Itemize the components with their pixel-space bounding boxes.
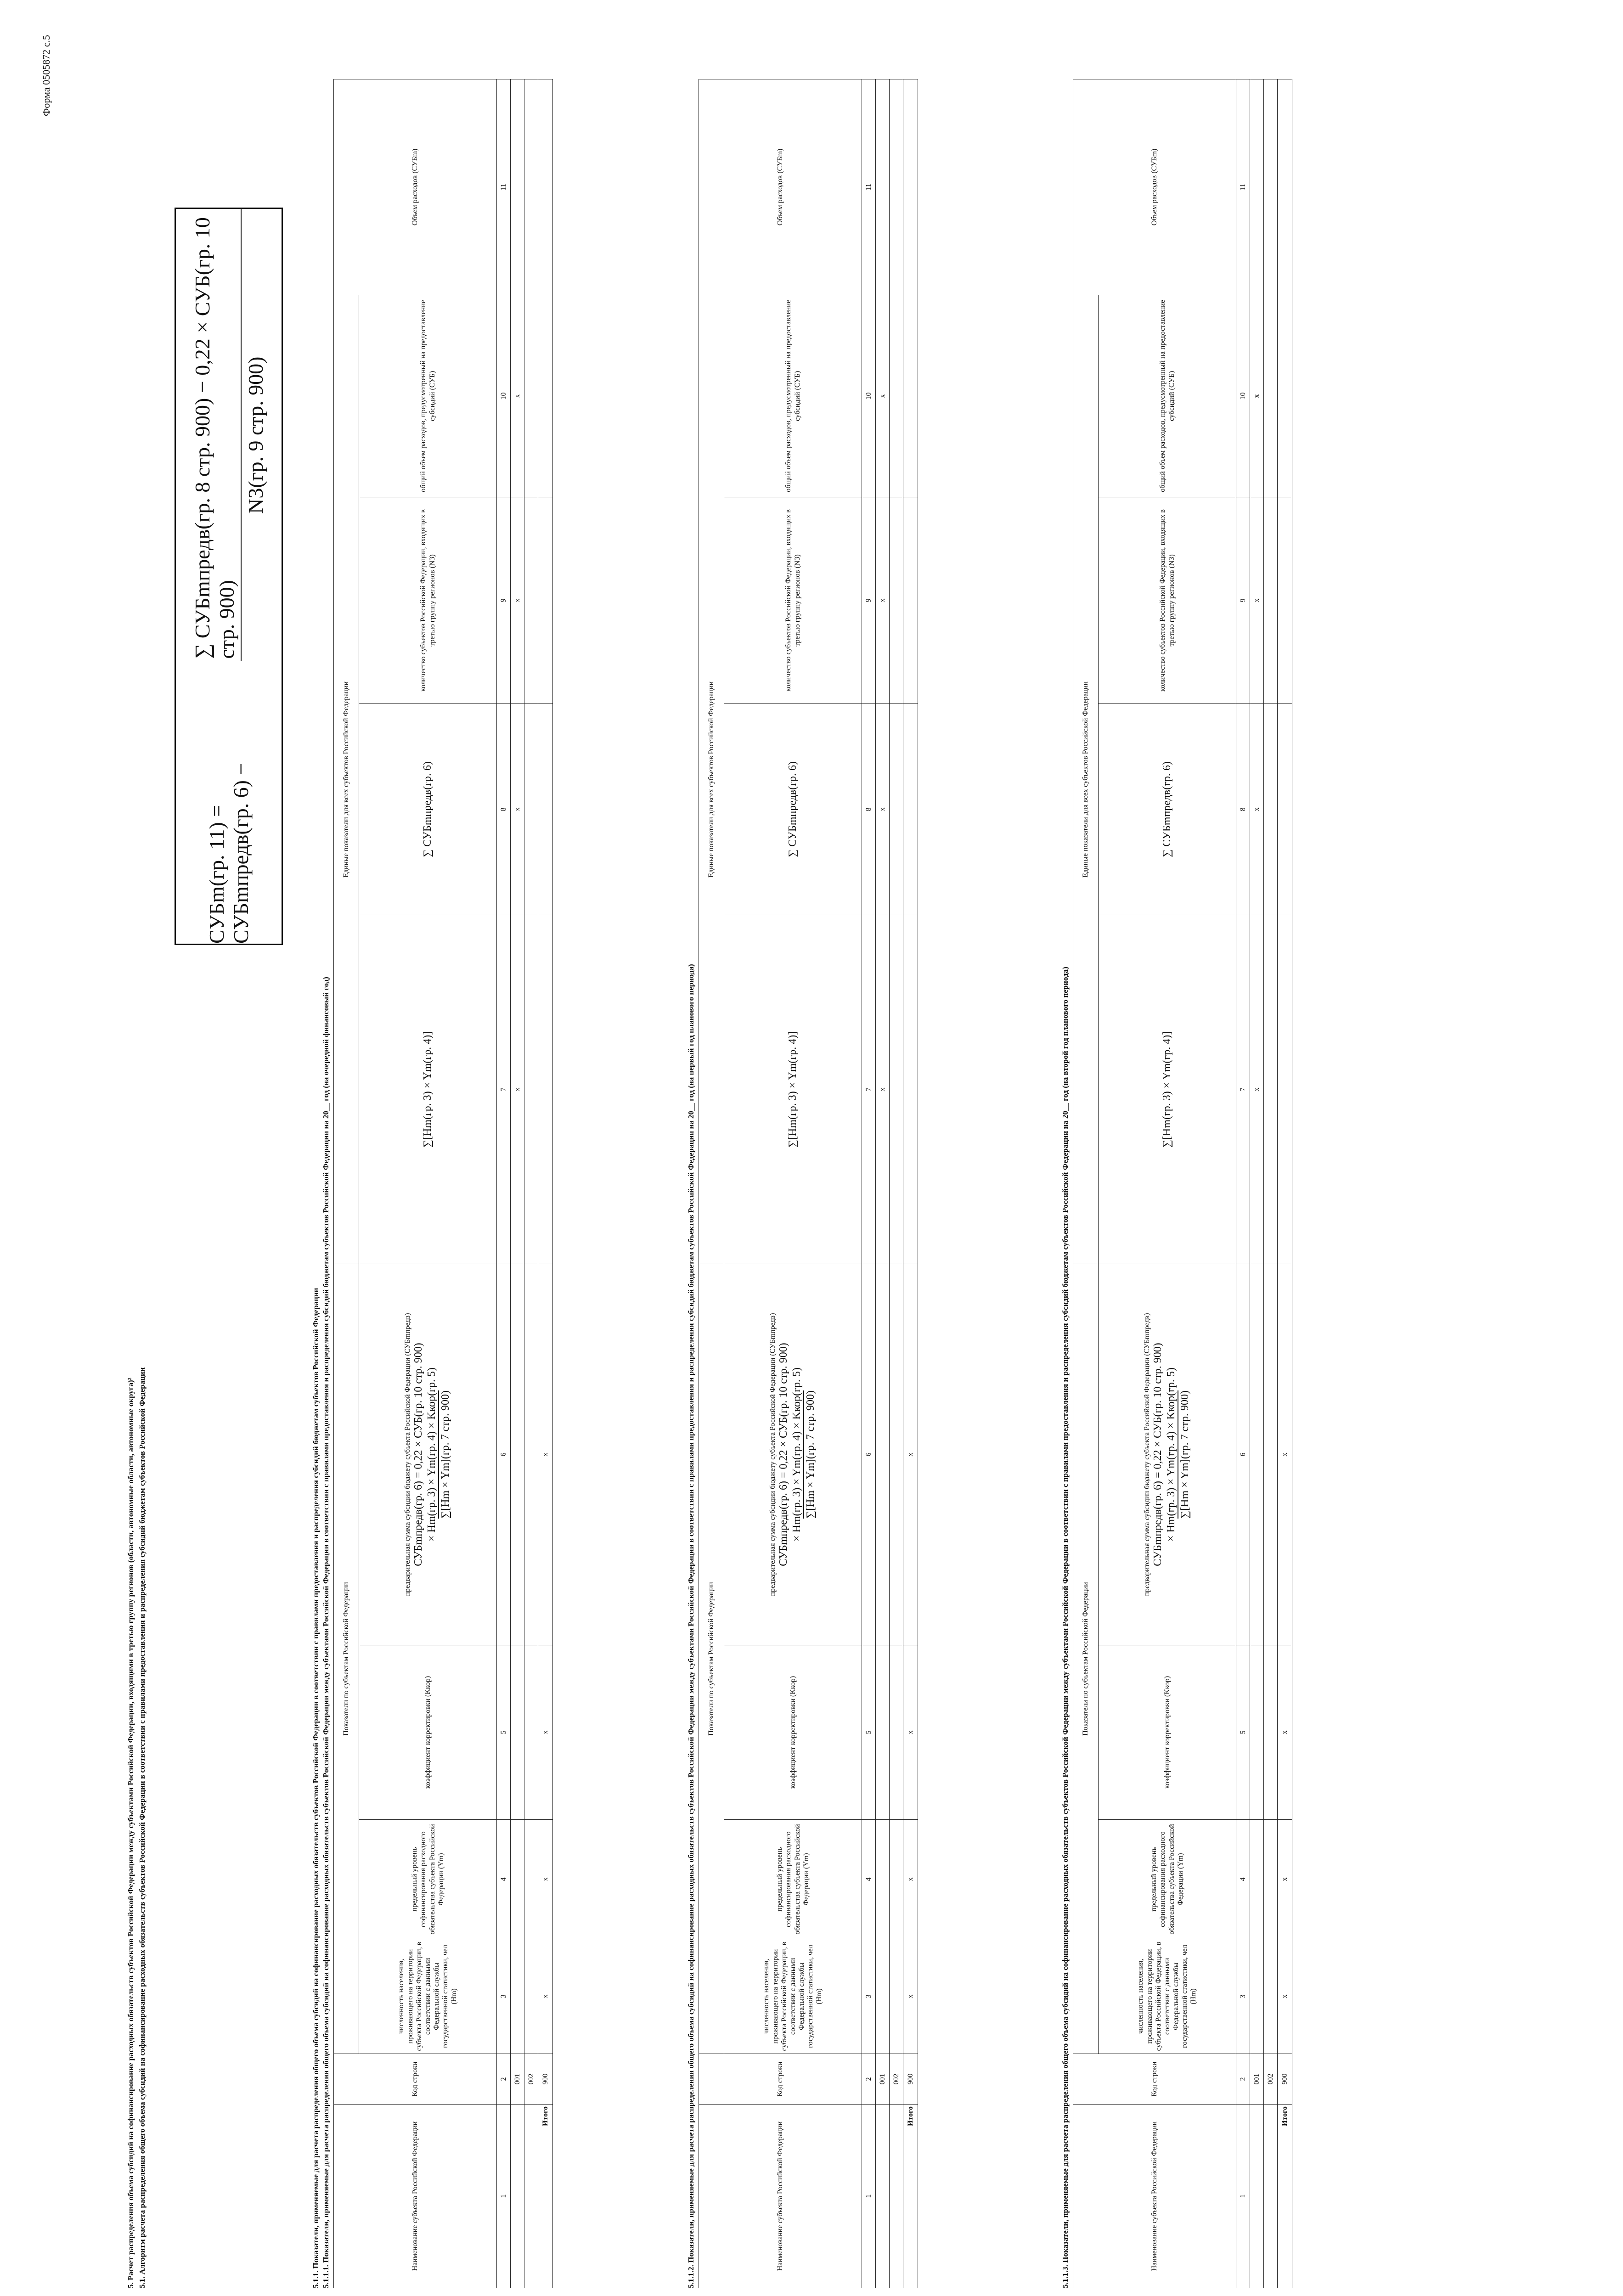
heading-section-5-1: 5.1. Алгоритм расчета распределения общего объема субсидий на софинансирование расходных обязательств субъектов Российской Федерации в соответствии с правилами предоставления и распределения субсидий бюджетам субъектов Российской Федерации [138, 1367, 147, 2288]
distribution-formula [175, 208, 283, 945]
total-label: Итого [1278, 2105, 1292, 2288]
total-volume [903, 79, 918, 295]
total-sub-predv: x [903, 1264, 918, 1645]
num-1: 1 [497, 2105, 511, 2288]
num-2: 2 [862, 2054, 876, 2105]
table-row [890, 79, 903, 2288]
formula-numerator: ∑ СУБmпредв(гр. 8 стр. 900) − 0,22 × СУБ(гр. 10 стр. 900) [190, 209, 242, 662]
num-3: 3 [862, 1939, 876, 2054]
cell-volume [1264, 79, 1278, 295]
total-n3 [903, 497, 918, 703]
total-sum-sub [1278, 703, 1292, 915]
cell-kkor [1250, 1645, 1264, 1820]
table-row [1250, 79, 1264, 2288]
cell-n3 [1264, 497, 1278, 703]
total-sub-predv: x [538, 1264, 553, 1645]
table-row [1264, 79, 1278, 2288]
total-code: 900 [538, 2054, 553, 2105]
section-5-1-1-3 [1061, 79, 1292, 2288]
cell-volume [1250, 79, 1264, 295]
col-8-header: ∑ СУБmпредв(гр. 6) [359, 703, 497, 915]
cell-sum-sub [1264, 703, 1278, 915]
col-code-header: Код строки [1073, 2054, 1236, 2105]
cell-sum-hy: x [876, 915, 890, 1264]
col-6-header [724, 1264, 862, 1645]
cell-name [890, 2105, 903, 2288]
section-title: 5.1.1.1. Показатели, применяемые для расчета распределения общего объема субсидий на софинансирование расходных обязательств субъектов Российской Федерации между субъектами Российской Федерации в соответствии с правилами предоставления и распределения субсидий бюджетам субъектов Российской Федерации на 20__ год (на очередной финансовый год) [321, 977, 330, 2288]
col-7-header: ∑[Hm(гр. 3) × Ym(гр. 4)] [724, 915, 862, 1264]
cell-sum-hy: x [511, 915, 524, 1264]
col-code-header: Код строки [699, 2054, 862, 2105]
col-3-header: численность населения, проживающего на территории субъекта Российской Федерации, в соответствии с данными Федеральной службы государственной статистики, чел (Hm) [724, 1939, 862, 2054]
col-8-header: ∑ СУБmпредв(гр. 6) [724, 703, 862, 915]
total-row [538, 79, 553, 2288]
cell-name [511, 2105, 524, 2288]
cell-sub-predv [511, 1264, 524, 1645]
cell-hm [524, 1939, 538, 2054]
num-6: 6 [497, 1264, 511, 1645]
table-row [524, 79, 538, 2288]
cell-sum-sub [524, 703, 538, 915]
cell-ym [524, 1820, 538, 1939]
num-7: 7 [497, 915, 511, 1264]
section-title: 5.1.1.2. Показатели, применяемые для расчета распределения общего объема субсидий на софинансирование расходных обязательств субъектов Российской Федерации между субъектами Российской Федерации в соответствии с правилами предоставления и распределения субсидий бюджетам субъектов Российской Федерации на 20__ год (на первый год планового периода) [687, 964, 695, 2288]
total-hm: x [903, 1939, 918, 2054]
total-sub-total [903, 295, 918, 497]
row-code: 001 [876, 2054, 890, 2105]
num-3: 3 [497, 1939, 511, 2054]
cell-sum-hy [1264, 915, 1278, 1264]
cell-sub-total [890, 295, 903, 497]
table-row [511, 79, 524, 2288]
num-9: 9 [1236, 497, 1250, 703]
num-2: 2 [1236, 2054, 1250, 2105]
total-sum-hy [903, 915, 918, 1264]
cell-n3: x [511, 497, 524, 703]
cell-kkor [1264, 1645, 1278, 1820]
group-common-header: Единые показатели для всех субъектов Российской Федерации [334, 295, 359, 1264]
num-5: 5 [497, 1645, 511, 1820]
col-volume-header: Объем расходов (СУБm) [699, 79, 862, 295]
col-6-formula-1: СУБmпредв(гр. 6) = 0,22 × СУБ(гр. 10 стр. 900) [412, 1343, 424, 1566]
cell-n3 [890, 497, 903, 703]
total-row [903, 79, 918, 2288]
col-10-header: общий объем расходов, предусмотренный на предоставление субсидий (СУБ) [359, 295, 497, 497]
cell-volume [511, 79, 524, 295]
cell-sum-sub: x [1250, 703, 1264, 915]
row-code: 001 [1250, 2054, 1264, 2105]
col-7-header: ∑[Hm(гр. 3) × Ym(гр. 4)] [1099, 915, 1236, 1264]
cell-n3: x [1250, 497, 1264, 703]
total-code: 900 [903, 2054, 918, 2105]
col-6-header [1099, 1264, 1236, 1645]
num-9: 9 [497, 497, 511, 703]
row-code: 002 [890, 2054, 903, 2105]
cell-sub-total [1264, 295, 1278, 497]
cell-sum-hy [890, 915, 903, 1264]
heading-section-5: 5. Расчет распределения объема субсидий на софинансирование расходных обязательств субъектов Российской Федерации между субъектами Российской Федерации, входящими в третью группу регионов (области, автономные области, автономные округа)² [126, 1378, 135, 2288]
cell-volume [876, 79, 890, 295]
cell-sub-predv [876, 1264, 890, 1645]
cell-ym [1264, 1820, 1278, 1939]
total-sub-total [538, 295, 553, 497]
num-3: 3 [1236, 1939, 1250, 2054]
cell-sum-hy [524, 915, 538, 1264]
total-hm: x [1278, 1939, 1292, 2054]
total-sum-sub [903, 703, 918, 915]
col-6-title: предварительная сумма субсидии бюджету субъекта Российской Федерации (СУБmпредв) [768, 1313, 777, 1596]
col-5-header: коэффициент корректировки (Kкор) [724, 1645, 862, 1820]
col-6-title: предварительная сумма субсидии бюджету субъекта Российской Федерации (СУБmпредв) [403, 1313, 411, 1596]
total-hm: x [538, 1939, 553, 2054]
cell-kkor [511, 1645, 524, 1820]
cell-sum-sub: x [876, 703, 890, 915]
num-11: 11 [497, 79, 511, 295]
num-5: 5 [1236, 1645, 1250, 1820]
total-kkor: x [1278, 1645, 1292, 1820]
num-8: 8 [497, 703, 511, 915]
total-ym: x [538, 1820, 553, 1939]
num-7: 7 [1236, 915, 1250, 1264]
num-1: 1 [862, 2105, 876, 2288]
col-8-header: ∑ СУБmпредв(гр. 6) [1099, 703, 1236, 915]
total-sub-total [1278, 295, 1292, 497]
col-5-header: коэффициент корректировки (Kкор) [359, 1645, 497, 1820]
cell-sub-predv [1264, 1264, 1278, 1645]
num-8: 8 [1236, 703, 1250, 915]
form-number: Форма 0505872 с.5 [40, 35, 52, 116]
col-10-header: общий объем расходов, предусмотренный на предоставление субсидий (СУБ) [724, 295, 862, 497]
cell-sum-hy: x [1250, 915, 1264, 1264]
section-5-1-1-1 [321, 79, 553, 2288]
col-6-formula-2: × Hm(гр. 3) × Ym(гр. 4) × Kкор(гр. 5) [425, 1367, 438, 1542]
col-4-header: предельный уровень софинансирования расходного обязательства субъекта Российской Федерации (Ym) [359, 1820, 497, 1939]
cell-sum-sub: x [511, 703, 524, 915]
col-9-header: количество субъектов Российской Федерации, входящих в третью группу регионов (N3) [1099, 497, 1236, 703]
total-kkor: x [538, 1645, 553, 1820]
col-6-formula-3: ∑[Hm × Ym](гр. 7 стр. 900) [438, 1390, 452, 1519]
total-n3 [538, 497, 553, 703]
num-10: 10 [862, 295, 876, 497]
col-6-formula-3: ∑[Hm × Ym](гр. 7 стр. 900) [1178, 1390, 1192, 1519]
cell-sub-total: x [511, 295, 524, 497]
total-sub-predv: x [1278, 1264, 1292, 1645]
cell-sub-total: x [1250, 295, 1264, 497]
total-sum-sub [538, 703, 553, 915]
col-5-header: коэффициент корректировки (Kкор) [1099, 1645, 1236, 1820]
col-6-formula-2: × Hm(гр. 3) × Ym(гр. 4) × Kкор(гр. 5) [1165, 1367, 1177, 1542]
cell-sub-total [524, 295, 538, 497]
cell-name [524, 2105, 538, 2288]
col-6-title: предварительная сумма субсидии бюджету субъекта Российской Федерации (СУБmпредв) [1143, 1313, 1151, 1596]
total-sum-hy [538, 915, 553, 1264]
cell-hm [511, 1939, 524, 2054]
cell-name [1264, 2105, 1278, 2288]
col-7-header: ∑[Hm(гр. 3) × Ym(гр. 4)] [359, 915, 497, 1264]
col-9-header: количество субъектов Российской Федерации, входящих в третью группу регионов (N3) [359, 497, 497, 703]
total-kkor: x [903, 1645, 918, 1820]
group-subject-header: Показатели по субъектам Российской Федерации [699, 1264, 724, 2054]
total-sum-hy [1278, 915, 1292, 1264]
formula-denominator: N3(гр. 9 стр. 900) [243, 356, 267, 514]
section-title: 5.1.1.3. Показатели, применяемые для расчета распределения общего объема субсидий на софинансирование расходных обязательств субъектов Российской Федерации между субъектами Российской Федерации в соответствии с правилами предоставления и распределения субсидий бюджетам субъектов Российской Федерации на 20__ год (на второй год планового периода) [1061, 967, 1070, 2288]
table-row [876, 79, 890, 2288]
cell-name [876, 2105, 890, 2288]
num-10: 10 [1236, 295, 1250, 497]
num-4: 4 [862, 1820, 876, 1939]
group-subject-header: Показатели по субъектам Российской Федерации [1073, 1264, 1099, 2054]
cell-volume [524, 79, 538, 295]
cell-sub-predv [524, 1264, 538, 1645]
col-code-header: Код строки [334, 2054, 497, 2105]
indicators-table [1073, 79, 1292, 2288]
num-11: 11 [1236, 79, 1250, 295]
cell-n3 [524, 497, 538, 703]
col-volume-header: Объем расходов (СУБm) [334, 79, 497, 295]
num-6: 6 [862, 1264, 876, 1645]
row-code: 002 [1264, 2054, 1278, 2105]
num-7: 7 [862, 915, 876, 1264]
row-code: 002 [524, 2054, 538, 2105]
total-ym: x [1278, 1820, 1292, 1939]
col-6-formula-1: СУБmпредв(гр. 6) = 0,22 × СУБ(гр. 10 стр. 900) [1151, 1343, 1164, 1566]
total-code: 900 [1278, 2054, 1292, 2105]
cell-sum-sub [890, 703, 903, 915]
cell-kkor [876, 1645, 890, 1820]
group-subject-header: Показатели по субъектам Российской Федерации [334, 1264, 359, 2054]
num-4: 4 [497, 1820, 511, 1939]
cell-hm [890, 1939, 903, 2054]
row-code: 001 [511, 2054, 524, 2105]
cell-kkor [524, 1645, 538, 1820]
total-label: Итого [903, 2105, 918, 2288]
col-volume-header: Объем расходов (СУБm) [1073, 79, 1236, 295]
cell-volume [890, 79, 903, 295]
cell-ym [876, 1820, 890, 1939]
num-10: 10 [497, 295, 511, 497]
num-1: 1 [1236, 2105, 1250, 2288]
col-4-header: предельный уровень софинансирования расходного обязательства субъекта Российской Федерации (Ym) [724, 1820, 862, 1939]
cell-sub-total: x [876, 295, 890, 497]
col-3-header: численность населения, проживающего на территории субъекта Российской Федерации, в соответствии с данными Федеральной службы государственной статистики, чел (Hm) [1099, 1939, 1236, 2054]
col-6-formula-3: ∑[Hm × Ym](гр. 7 стр. 900) [803, 1390, 817, 1519]
col-9-header: количество субъектов Российской Федерации, входящих в третью группу регионов (N3) [724, 497, 862, 703]
col-6-formula-1: СУБmпредв(гр. 6) = 0,22 × СУБ(гр. 10 стр. 900) [777, 1343, 789, 1566]
cell-name [1250, 2105, 1264, 2288]
cell-sub-predv [890, 1264, 903, 1645]
col-3-header: численность населения, проживающего на территории субъекта Российской Федерации, в соответствии с данными Федеральной службы государственной статистики, чел (Hm) [359, 1939, 497, 2054]
cell-hm [1250, 1939, 1264, 2054]
num-6: 6 [1236, 1264, 1250, 1645]
col-6-header [359, 1264, 497, 1645]
col-4-header: предельный уровень софинансирования расходного обязательства субъекта Российской Федерации (Ym) [1099, 1820, 1236, 1939]
num-8: 8 [862, 703, 876, 915]
col-6-formula-2: × Hm(гр. 3) × Ym(гр. 4) × Kкор(гр. 5) [790, 1367, 803, 1542]
indicators-table [333, 79, 553, 2288]
num-5: 5 [862, 1645, 876, 1820]
total-row [1278, 79, 1292, 2288]
total-label: Итого [538, 2105, 553, 2288]
col-name-header: Наименование субъекта Российской Федерации [699, 2105, 862, 2288]
formula-left: СУБm(гр. 11) = СУБmпредв(гр. 6) − [205, 763, 253, 944]
num-2: 2 [497, 2054, 511, 2105]
formula-fraction [190, 209, 268, 662]
cell-sub-predv [1250, 1264, 1264, 1645]
total-volume [1278, 79, 1292, 295]
col-name-header: Наименование субъекта Российской Федерации [334, 2105, 497, 2288]
cell-hm [1264, 1939, 1278, 2054]
col-name-header: Наименование субъекта Российской Федерации [1073, 2105, 1236, 2288]
cell-ym [511, 1820, 524, 1939]
section-5-1-1-2 [687, 79, 918, 2288]
total-volume [538, 79, 553, 295]
total-n3 [1278, 497, 1292, 703]
total-ym: x [903, 1820, 918, 1939]
cell-hm [876, 1939, 890, 2054]
group-common-header: Единые показатели для всех субъектов Российской Федерации [699, 295, 724, 1264]
cell-ym [890, 1820, 903, 1939]
num-9: 9 [862, 497, 876, 703]
num-11: 11 [862, 79, 876, 295]
indicators-table [699, 79, 918, 2288]
col-10-header: общий объем расходов, предусмотренный на предоставление субсидий (СУБ) [1099, 295, 1236, 497]
cell-n3: x [876, 497, 890, 703]
group-common-header: Единые показатели для всех субъектов Российской Федерации [1073, 295, 1099, 1264]
heading-section-5-1-1: 5.1.1. Показатели, применяемые для расчета распределения общего объема субсидий на софинансирование расходных обязательств субъектов Российской Федерации в соответствии с правилами предоставления и распределения субсидий бюджетам субъектов Российской Федерации [311, 1288, 320, 2288]
cell-kkor [890, 1645, 903, 1820]
cell-ym [1250, 1820, 1264, 1939]
num-4: 4 [1236, 1820, 1250, 1939]
